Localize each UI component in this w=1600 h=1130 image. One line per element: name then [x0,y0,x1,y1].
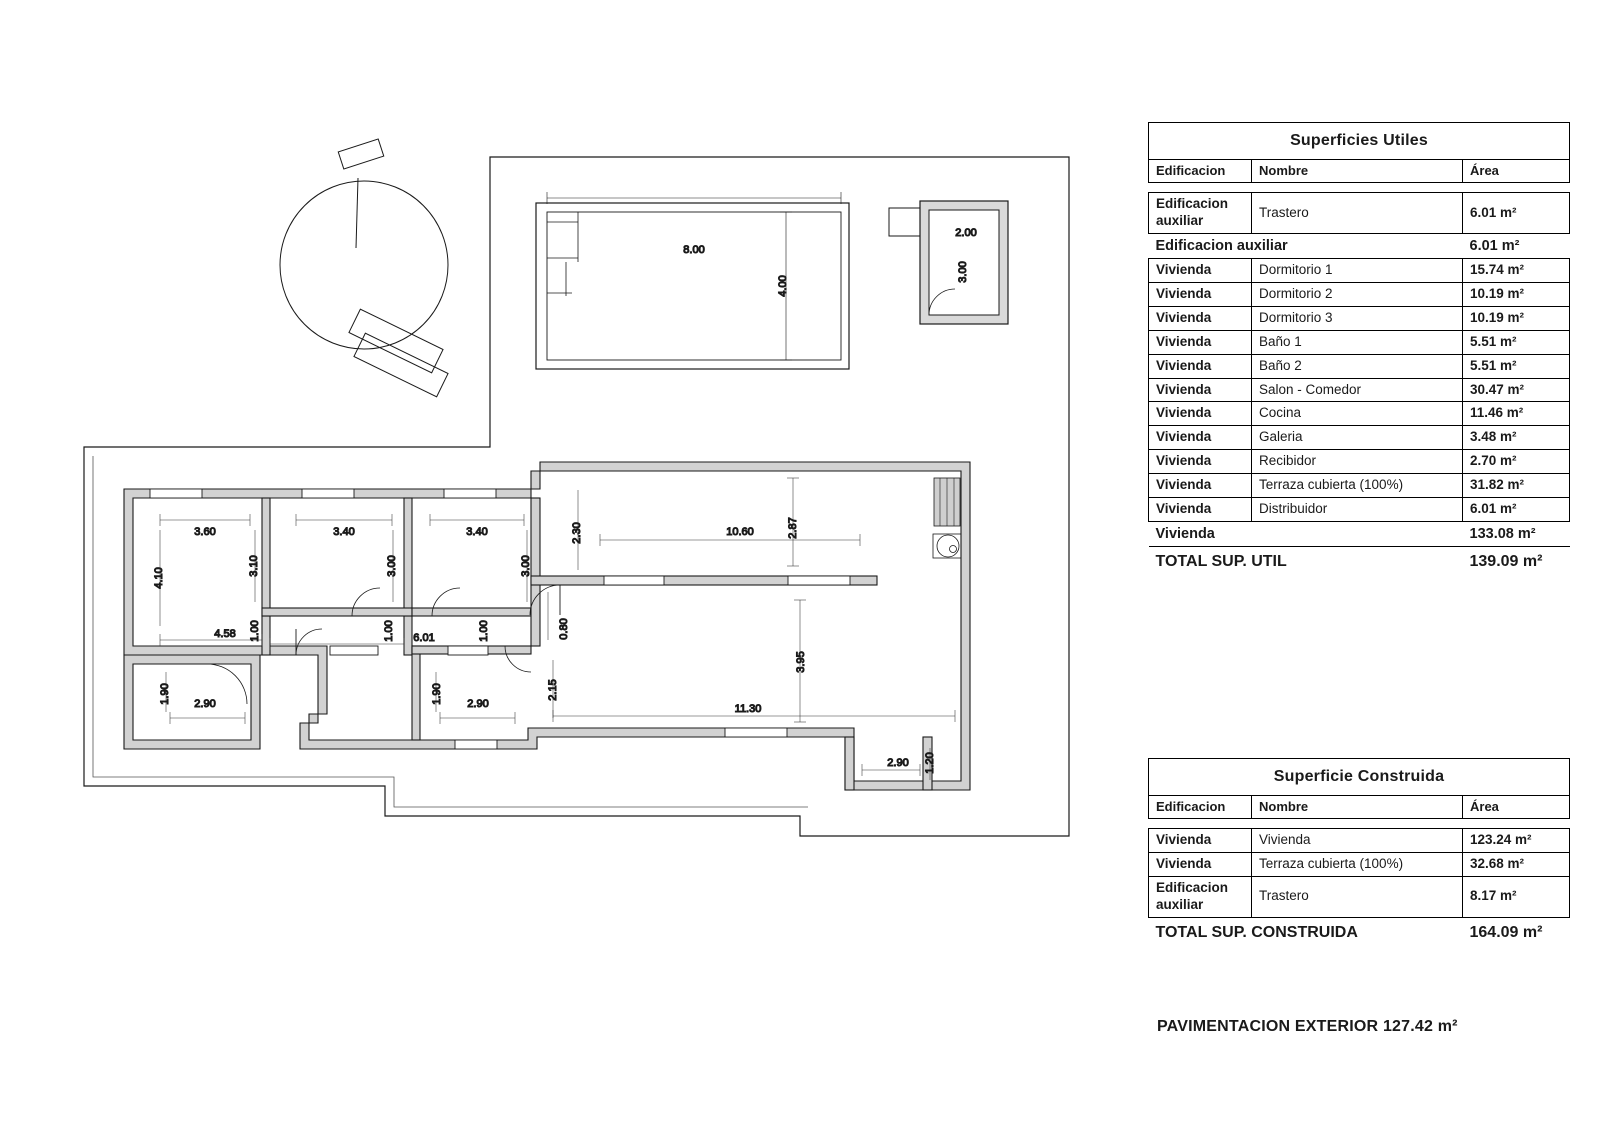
cell-edificacion: Vivienda [1149,474,1252,498]
table-row [1149,193,1570,234]
cell-nombre: Trastero [1252,877,1463,918]
cell-nombre: Vivienda [1252,829,1463,853]
svg-text:2.00: 2.00 [955,227,977,239]
cell-edificacion: Vivienda [1149,402,1252,426]
header-area: Área [1463,160,1570,183]
total-row [1149,917,1570,946]
header-edificacion: Edificacion [1149,796,1252,819]
svg-text:6.01: 6.01 [413,632,435,644]
svg-text:3.60: 3.60 [194,526,216,538]
svg-text:2.30: 2.30 [571,522,583,544]
table-row [1149,829,1570,853]
svg-text:1.90: 1.90 [159,683,171,705]
total-row [1149,546,1570,575]
cell-nombre: Dormitorio 3 [1252,306,1463,330]
cell-edificacion: Vivienda [1149,283,1252,307]
subtotal-row-vivienda [1149,521,1570,546]
cell-nombre: Dormitorio 1 [1252,259,1463,283]
cell-nombre: Salon - Comedor [1252,378,1463,402]
header-area: Área [1463,796,1570,819]
cell-area: 5.51 m² [1463,354,1570,378]
cell-nombre: Recibidor [1252,450,1463,474]
svg-text:4.00: 4.00 [777,275,789,297]
cell-nombre: Dormitorio 2 [1252,283,1463,307]
svg-text:2.90: 2.90 [194,698,216,710]
svg-text:1.00: 1.00 [478,620,490,642]
table-row [1149,497,1570,521]
cell-edificacion: Vivienda [1149,829,1252,853]
total-value: 164.09 m² [1463,917,1570,946]
table-title-row [1149,123,1570,160]
cell-edificacion: Vivienda [1149,259,1252,283]
subtotal-aux-label: Edificacion auxiliar [1149,234,1463,259]
table-header-row [1149,160,1570,183]
table-title: Superficie Construida [1149,759,1570,796]
subtotal-row-aux [1149,234,1570,259]
svg-text:0.80: 0.80 [558,618,570,640]
cell-nombre: Terraza cubierta (100%) [1252,853,1463,877]
spacer-row [1149,183,1570,193]
total-label: TOTAL SUP. UTIL [1149,546,1463,575]
svg-text:1.20: 1.20 [924,752,936,774]
table-row [1149,474,1570,498]
cell-area: 2.70 m² [1463,450,1570,474]
total-label: TOTAL SUP. CONSTRUIDA [1149,917,1463,946]
subtotal-vivienda-label: Vivienda [1149,521,1463,546]
table-row [1149,354,1570,378]
svg-text:4.58: 4.58 [214,628,236,640]
cell-nombre: Baño 2 [1252,354,1463,378]
cell-edificacion: Edificacion auxiliar [1149,193,1252,234]
cell-area: 32.68 m² [1463,853,1570,877]
svg-text:3.00: 3.00 [386,555,398,577]
svg-text:4.10: 4.10 [153,567,165,589]
table-row [1149,450,1570,474]
cell-area: 11.46 m² [1463,402,1570,426]
cell-nombre: Cocina [1252,402,1463,426]
svg-text:3.40: 3.40 [333,526,355,538]
table-row [1149,259,1570,283]
cell-area: 30.47 m² [1463,378,1570,402]
svg-text:8.00: 8.00 [683,244,705,256]
svg-text:1.90: 1.90 [431,683,443,705]
table-row [1149,426,1570,450]
cell-area: 10.19 m² [1463,283,1570,307]
cell-edificacion: Vivienda [1149,426,1252,450]
superficie-construida-table [1148,758,1570,946]
table-title-row [1149,759,1570,796]
svg-text:2.90: 2.90 [887,757,909,769]
subtotal-aux-value: 6.01 m² [1463,234,1570,259]
total-value: 139.09 m² [1463,546,1570,575]
table-row [1149,402,1570,426]
table-row [1149,877,1570,918]
cell-area: 6.01 m² [1463,497,1570,521]
table-title: Superficies Utiles [1149,123,1570,160]
table-row [1149,378,1570,402]
svg-text:3.40: 3.40 [466,526,488,538]
svg-text:2.15: 2.15 [547,679,559,701]
cell-area: 15.74 m² [1463,259,1570,283]
svg-text:10.60: 10.60 [726,526,754,538]
cell-edificacion: Vivienda [1149,306,1252,330]
spacer-row [1149,819,1570,829]
cell-edificacion: Vivienda [1149,450,1252,474]
header-nombre: Nombre [1252,160,1463,183]
svg-text:3.10: 3.10 [248,555,260,577]
cell-area: 8.17 m² [1463,877,1570,918]
cell-area: 10.19 m² [1463,306,1570,330]
header-nombre: Nombre [1252,796,1463,819]
cell-edificacion: Vivienda [1149,497,1252,521]
cell-nombre: Trastero [1252,193,1463,234]
cell-nombre: Terraza cubierta (100%) [1252,474,1463,498]
table-row [1149,283,1570,307]
cell-edificacion: Vivienda [1149,354,1252,378]
svg-text:2.90: 2.90 [467,698,489,710]
table-row [1149,853,1570,877]
cell-edificacion: Vivienda [1149,853,1252,877]
table-row [1149,306,1570,330]
cell-area: 5.51 m² [1463,330,1570,354]
cell-edificacion: Vivienda [1149,330,1252,354]
pavimentacion-exterior-label: PAVIMENTACION EXTERIOR 127.42 m² [1157,1018,1458,1035]
cell-edificacion: Vivienda [1149,378,1252,402]
svg-text:1.00: 1.00 [249,620,261,642]
cell-area: 6.01 m² [1463,193,1570,234]
svg-text:3.00: 3.00 [957,261,969,283]
superficies-utiles-table [1148,122,1570,575]
table-row [1149,330,1570,354]
subtotal-vivienda-value: 133.08 m² [1463,521,1570,546]
cell-nombre: Distribuidor [1252,497,1463,521]
header-edificacion: Edificacion [1149,160,1252,183]
cell-nombre: Galeria [1252,426,1463,450]
cell-area: 31.82 m² [1463,474,1570,498]
svg-text:2.87: 2.87 [787,517,799,539]
svg-text:1.00: 1.00 [383,620,395,642]
svg-text:11.30: 11.30 [734,703,762,715]
cell-edificacion: Edificacion auxiliar [1149,877,1252,918]
svg-text:3.00: 3.00 [520,555,532,577]
table-header-row [1149,796,1570,819]
cell-area: 3.48 m² [1463,426,1570,450]
cell-nombre: Baño 1 [1252,330,1463,354]
cell-area: 123.24 m² [1463,829,1570,853]
svg-text:3.95: 3.95 [795,651,807,673]
